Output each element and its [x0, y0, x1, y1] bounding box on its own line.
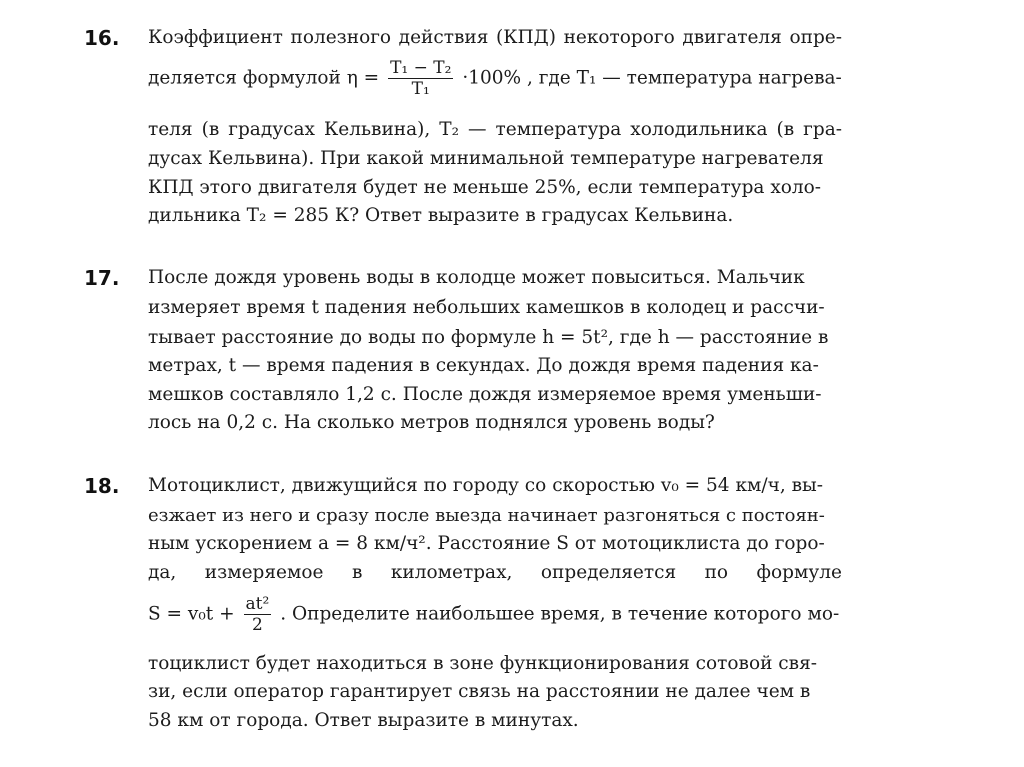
problem-18-line-1: Мотоциклист, движущийся по городу со скоростью v₀ = 54 км/ч, вы-: [148, 475, 824, 496]
problem-18-number: 18.: [84, 474, 120, 498]
kpd-fraction-denominator: T₁: [388, 78, 453, 99]
problem-17-line-4: метрах, t — время падения в секундах. До дождя время падения ка-: [148, 355, 819, 376]
problem-17-line-1: После дождя уровень воды в колодце может повыситься. Мальчик: [148, 267, 805, 288]
problem-17-line-3: тывает расстояние до воды по формуле h = 5t², где h — расстояние в: [148, 327, 829, 348]
kpd-fraction-numerator: T₁ − T₂: [390, 58, 452, 78]
distance-fraction: [244, 594, 272, 635]
problem-18-line-2: езжает из него и сразу после выезда начинает разгоняться с постоян-: [148, 505, 825, 526]
problem-17-line-6: лось на 0,2 с. На сколько метров поднялся уровень воды?: [148, 412, 715, 433]
problem-18-line-6: тоциклист будет находиться в зоне функционирования сотовой свя-: [148, 653, 818, 674]
problem-17-line-5: мешков составляло 1,2 с. После дождя измеряемое время уменьши-: [148, 384, 822, 405]
distance-fraction-numerator: at²: [245, 594, 270, 614]
problem-18-line-3: ным ускорением a = 8 км/ч². Расстояние S от мотоциклиста до горо-: [148, 533, 825, 554]
problem-17-line-2: измеряет время t падения небольших камешков в колодец и рассчи-: [148, 297, 825, 318]
kpd-fraction: [388, 58, 453, 99]
problem-16-line-2-start: деляется формулой η =: [148, 67, 380, 89]
problem-18-line-5: [148, 594, 842, 635]
problem-18-line-8: 58 км от города. Ответ выразите в минутах.: [148, 710, 579, 731]
problem-17-number: 17.: [84, 266, 120, 290]
problem-16-line-1: Коэффициент полезного действия (КПД) некоторого двигателя опре-: [148, 27, 842, 48]
problem-16-line-2: [148, 58, 842, 99]
problem-18-line-7: зи, если оператор гарантирует связь на расстоянии не далее чем в: [148, 681, 811, 702]
problem-16-line-4: дусах Кельвина). При какой минимальной температуре нагревателя: [148, 148, 824, 169]
distance-fraction-denominator: 2: [244, 614, 272, 635]
problem-18-line-5-end: . Определите наибольшее время, в течение которого мо-: [280, 603, 840, 625]
problem-16-line-5: КПД этого двигателя будет не меньше 25%, если температура холо-: [148, 177, 822, 198]
problem-16-number: 16.: [84, 26, 120, 50]
problem-18-line-4: да, измеряемое в километрах, определяется по формуле: [148, 562, 842, 583]
problem-16-line-6: дильника T₂ = 285 К? Ответ выразите в градусах Кельвина.: [148, 205, 734, 226]
problem-16-line-3: теля (в градусах Кельвина), T₂ — температура холодильника (в гра-: [148, 119, 842, 140]
problem-16-line-2-end: ·100% , где T₁ — температура нагрева-: [462, 67, 842, 89]
problem-18-line-5-start: S = v₀t +: [148, 603, 235, 625]
